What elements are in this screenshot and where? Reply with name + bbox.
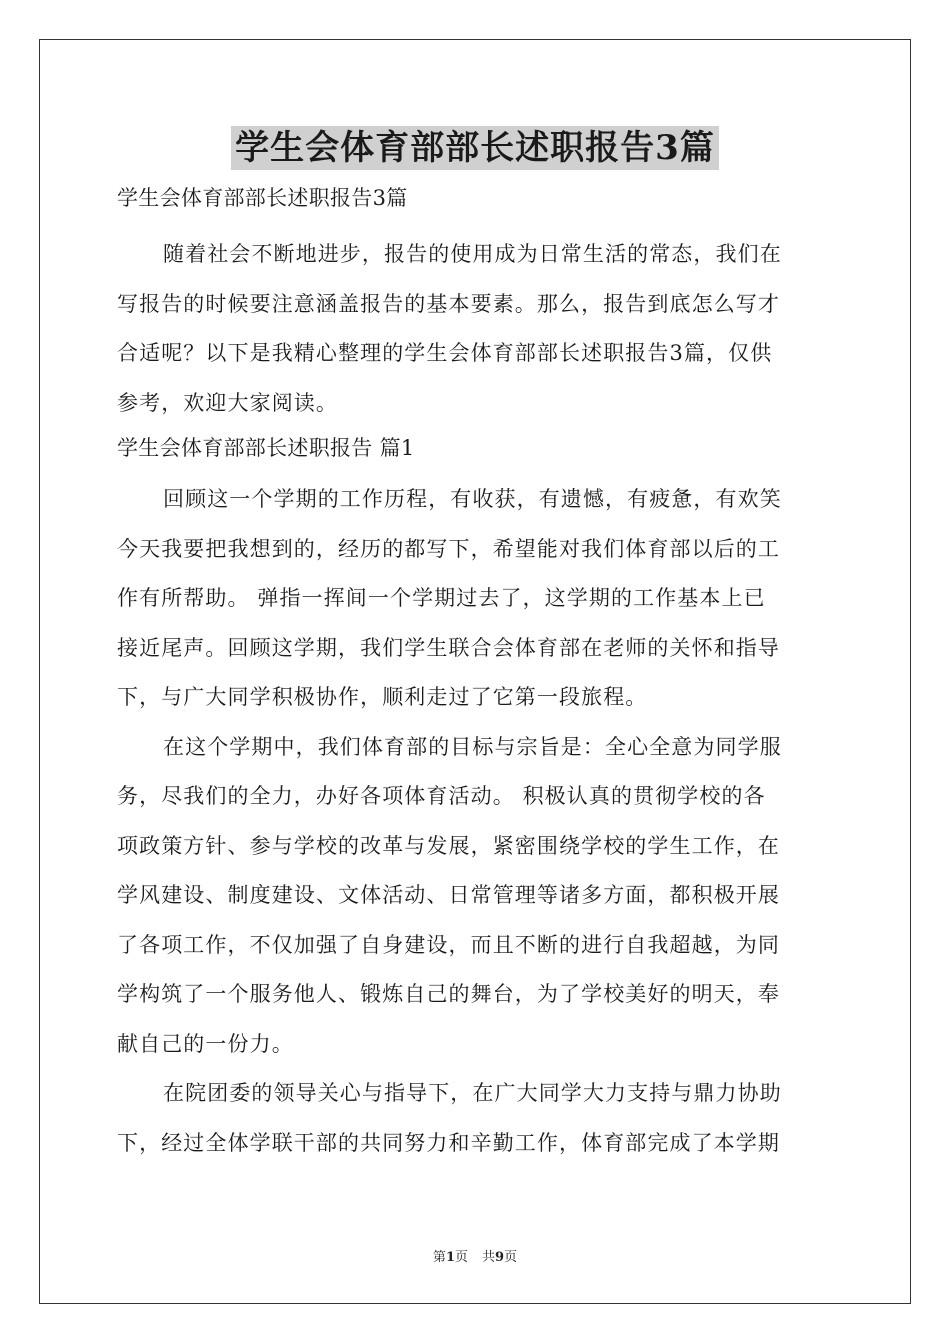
total-pages: 9 (495, 1250, 505, 1265)
intro-paragraph (117, 230, 833, 428)
paragraph-line: 务，尽我们的全力，办好各项体育活动。 积极认真的贯彻学校的各 (117, 784, 766, 808)
paragraph-line: 下，经过全体学联干部的共同努力和辛勤工作，体育部完成了本学期 (117, 1130, 780, 1155)
paragraph-1 (117, 475, 833, 723)
paragraph-line: 学构筑了一个服务他人、锻炼自己的舞台，为了学校美好的明天，奉 (117, 982, 780, 1006)
paragraph-line: 写报告的时候要注意涵盖报告的基本要素。那么，报告到底怎么写才 (117, 291, 780, 316)
paragraph-3 (117, 1069, 833, 1168)
footer-total-prefix: 共 (482, 1250, 496, 1265)
document-body (117, 180, 833, 1168)
paragraph-line: 今天我要把我想到的，经历的都写下，希望能对我们体育部以后的工 (117, 536, 780, 561)
paragraph-line: 下，与广大同学积极协作，顺利走过了它第一段旅程。 (117, 685, 648, 709)
footer-prefix: 第 (432, 1250, 446, 1265)
page-number: 1 (445, 1250, 455, 1265)
paragraph-line: 参考，欢迎大家阅读。 (117, 390, 338, 415)
paragraph-line: 在这个学期中，我们体育部的目标与宗旨是：全心全意为同学服 (163, 734, 782, 759)
document-subtitle: 学生会体育部部长述职报告3篇 (117, 186, 408, 210)
document-title: 学生会体育部部长述职报告3篇 (231, 126, 719, 170)
paragraph-line: 随着社会不断地进步，报告的使用成为日常生活的常态，我们在 (163, 242, 782, 266)
paragraph-line: 项政策方针、参与学校的改革与发展，紧密围绕学校的学生工作，在 (117, 833, 780, 858)
paragraph-line: 献自己的一份力。 (117, 1031, 294, 1056)
paragraph-line: 在院团委的领导关心与指导下，在广大同学大力支持与鼎力协助 (163, 1081, 782, 1105)
paragraph-2 (117, 723, 833, 1070)
footer-total-suffix: 页 (504, 1250, 518, 1265)
page-footer (0, 1246, 950, 1265)
paragraph-line: 回顾这一个学期的工作历程，有收获，有遗憾，有疲惫，有欢笑 (163, 487, 782, 511)
section-heading: 学生会体育部部长述职报告 篇1 (117, 436, 415, 460)
paragraph-line: 接近尾声。回顾这学期，我们学生联合会体育部在老师的关怀和指导 (117, 635, 780, 660)
title-wrap (0, 126, 950, 170)
footer-page-suffix: 页 (454, 1250, 468, 1265)
paragraph-line: 了各项工作，不仅加强了自身建设，而且不断的进行自我超越，为同 (117, 932, 780, 957)
paragraph-line: 合适呢？以下是我精心整理的学生会体育部部长述职报告3篇，仅供 (117, 341, 773, 365)
paragraph-line: 作有所帮助。 弹指一挥间一个学期过去了，这学期的工作基本上已 (117, 586, 766, 610)
paragraph-line: 学风建设、制度建设、文体活动、日常管理等诸多方面，都积极开展 (117, 883, 780, 907)
